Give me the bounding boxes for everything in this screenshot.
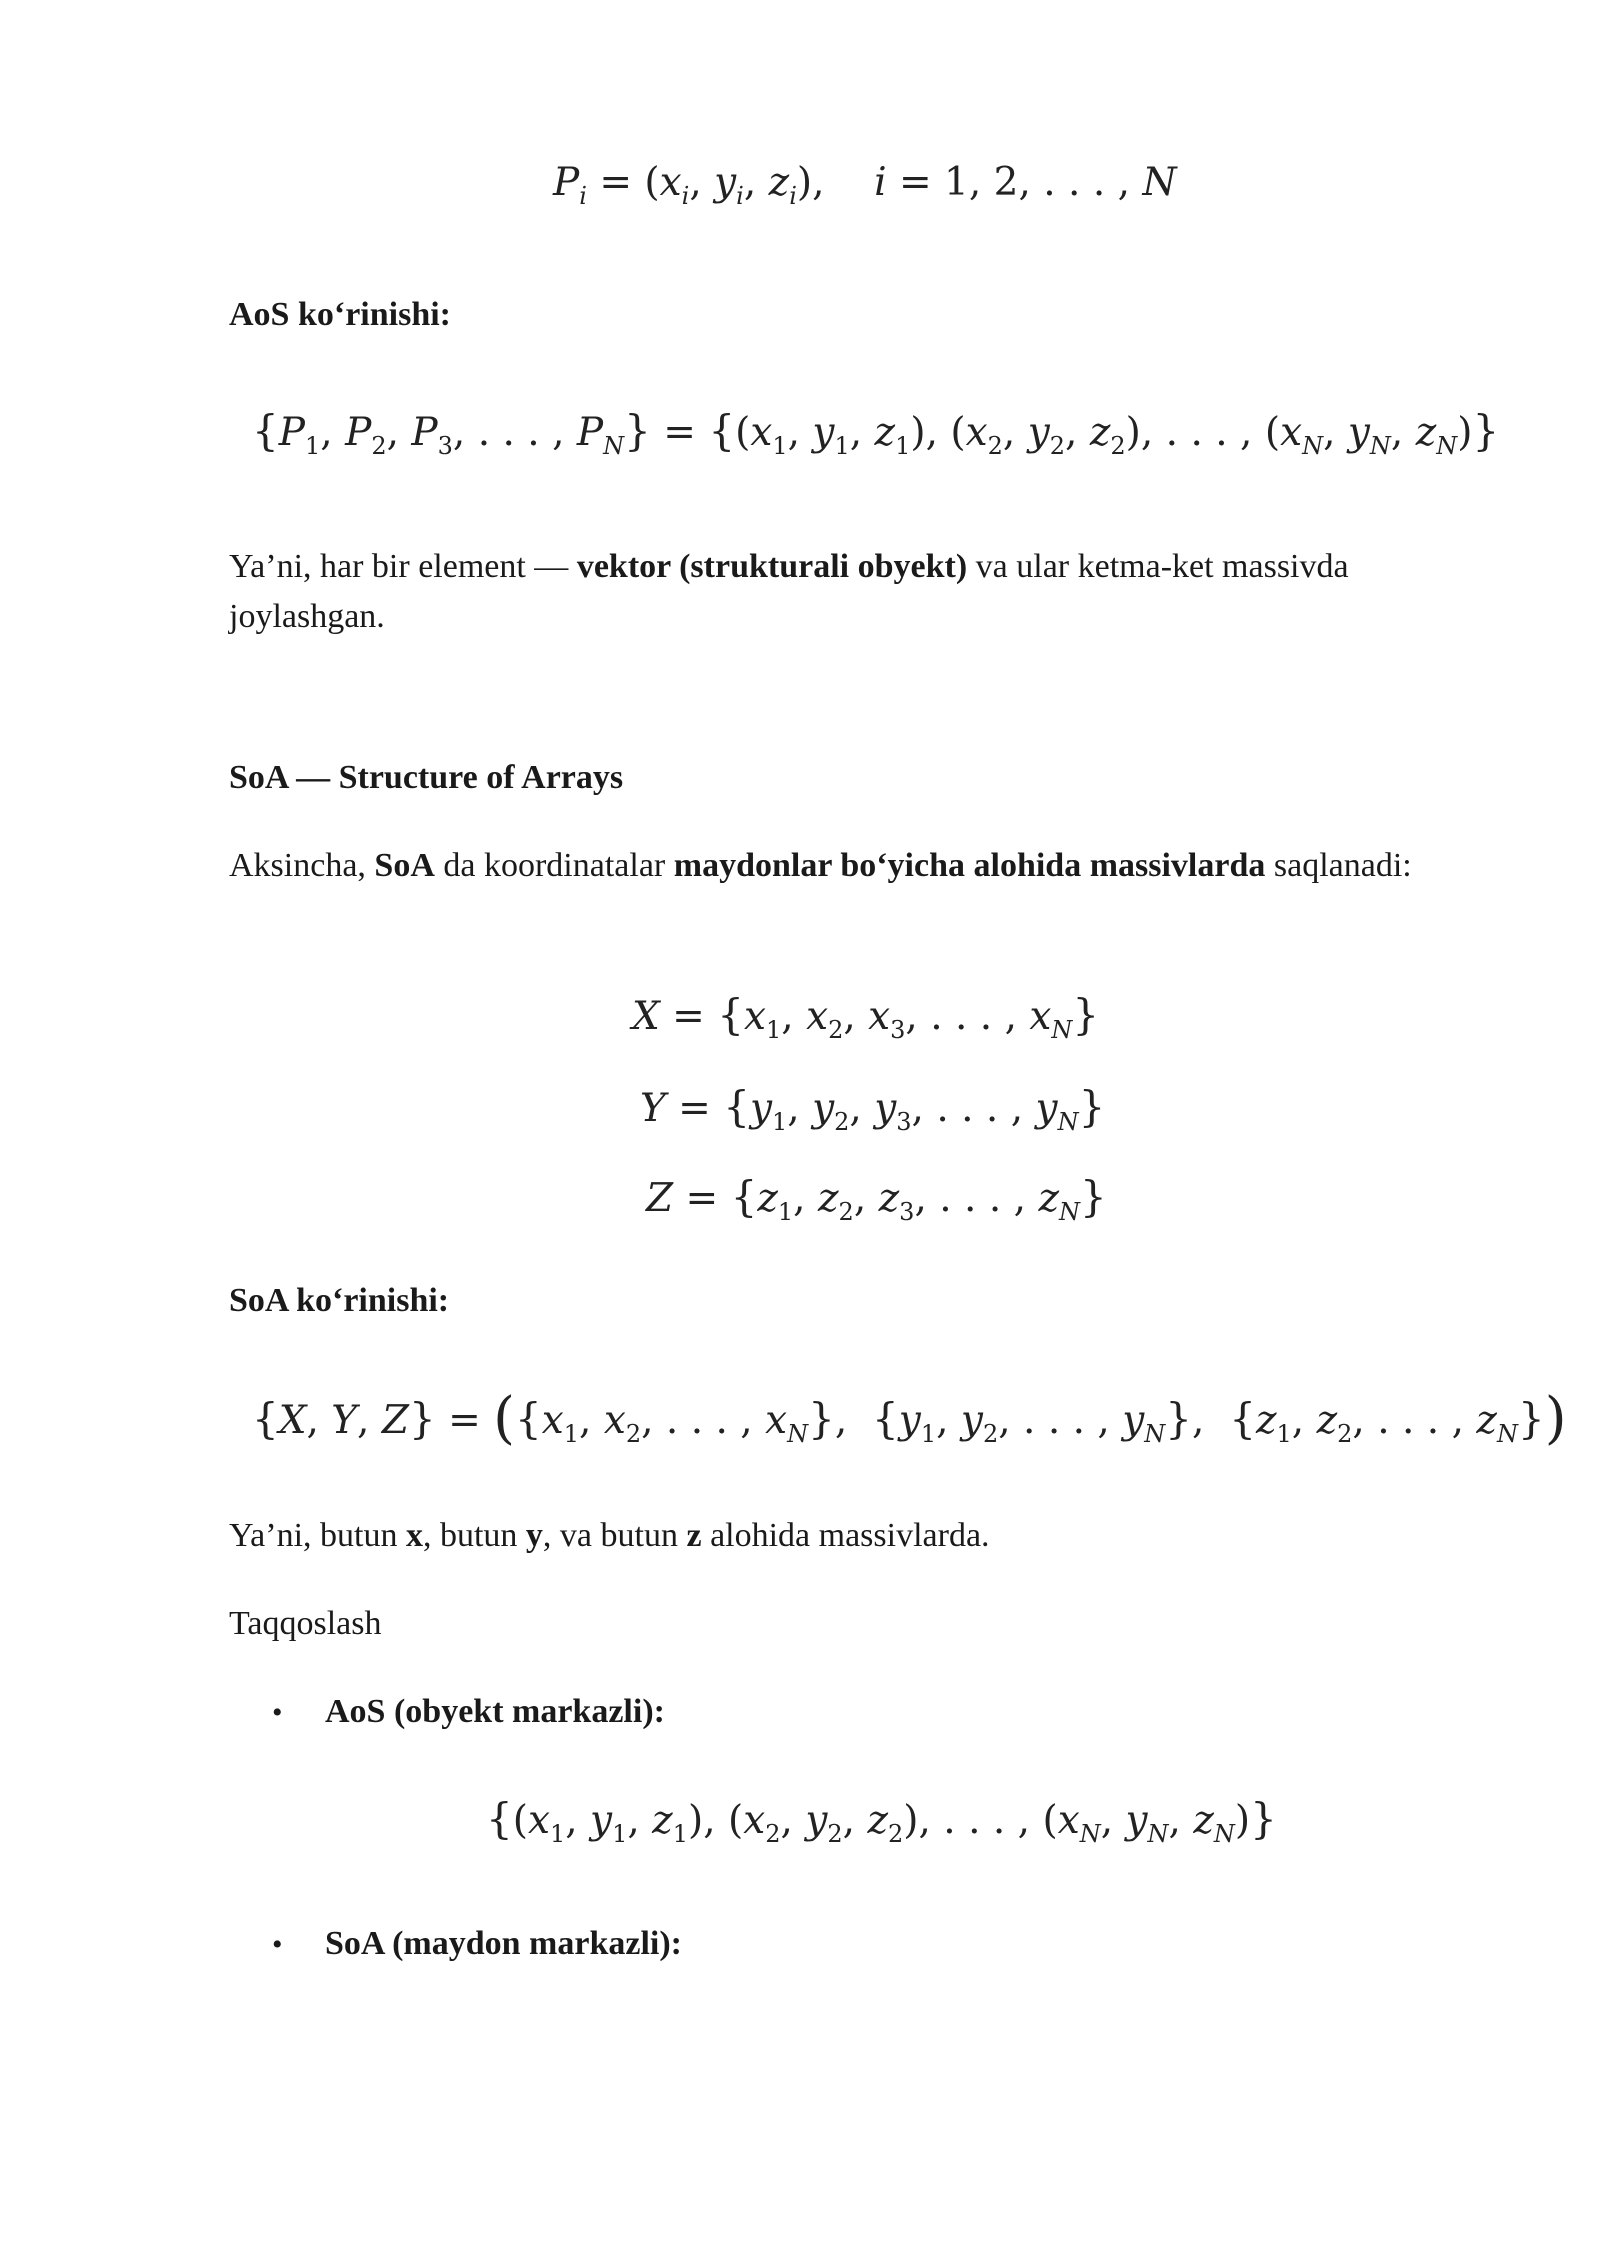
formula-aos-bullet: {($x_1$, $y_1$, $z_1$), ($x_2$, $y_2$, $z_2$), . . . , ($x_N$, $y_N$, $z_N$)} (486, 1794, 1277, 1848)
paragraph-soa-intro: Aksincha, SoA da koordinatalar maydonlar bo‘yicha alohida massivlarda saqlanadi: (229, 847, 1412, 884)
bullet-marker: • (272, 1696, 283, 1729)
formula-point-definition: $P_i = (x_i$, $y_i$, $z_i$), i = 1, 2, . . . , N (553, 160, 1177, 210)
heading-aos-view: AoS ko‘rinishi: (229, 296, 451, 333)
heading-comparison: Taqqoslash (229, 1605, 382, 1642)
heading-soa-view: SoA ko‘rinishi: (229, 1282, 450, 1319)
bullet-soa-label: SoA (maydon markazli): (325, 1925, 682, 1962)
paragraph-aos-meaning: Ya’ni, har bir element — vektor (strukturali obyekt) va ular ketma-ket massivda joylashgan. (229, 548, 1349, 635)
paragraph-soa-meaning: Ya’ni, butun x, butun y, va butun z alohida massivlarda. (229, 1517, 990, 1554)
bullet-marker: • (272, 1928, 283, 1961)
bullet-aos-label: AoS (obyekt markazli): (325, 1693, 665, 1730)
formula-soa-set: {X, Y, $Z\} = (\{x_1$, $x_2$, . . . , $x_N$}, {$y_1$, $y_2$, . . . , $y_N$}, {$z_1$, $z_2$, . . . , $z_N$}) (252, 1386, 1567, 1451)
formula-soa-x: $X = \{x_1$, $x_2$, $x_3$, . . . , $x_N$} (632, 990, 1100, 1044)
heading-soa-title: SoA — Structure of Arrays (229, 759, 624, 796)
formula-soa-z: $Z = \{z_1$, $z_2$, $z_3$, . . . , $z_N$} (646, 1172, 1107, 1226)
formula-soa-y: $Y = \{y_1$, $y_2$, $y_3$, . . . , $y_N$} (640, 1082, 1106, 1136)
formula-aos-set: {$P_1$, $P_2$, $P_3$, . . . , $P_N\} = \{(x_1$, $y_1$, $z_1$), ($x_2$, $y_2$, $z_2$), . . . , ($x_N$, $y_N$, $z_N$)} (252, 406, 1500, 460)
